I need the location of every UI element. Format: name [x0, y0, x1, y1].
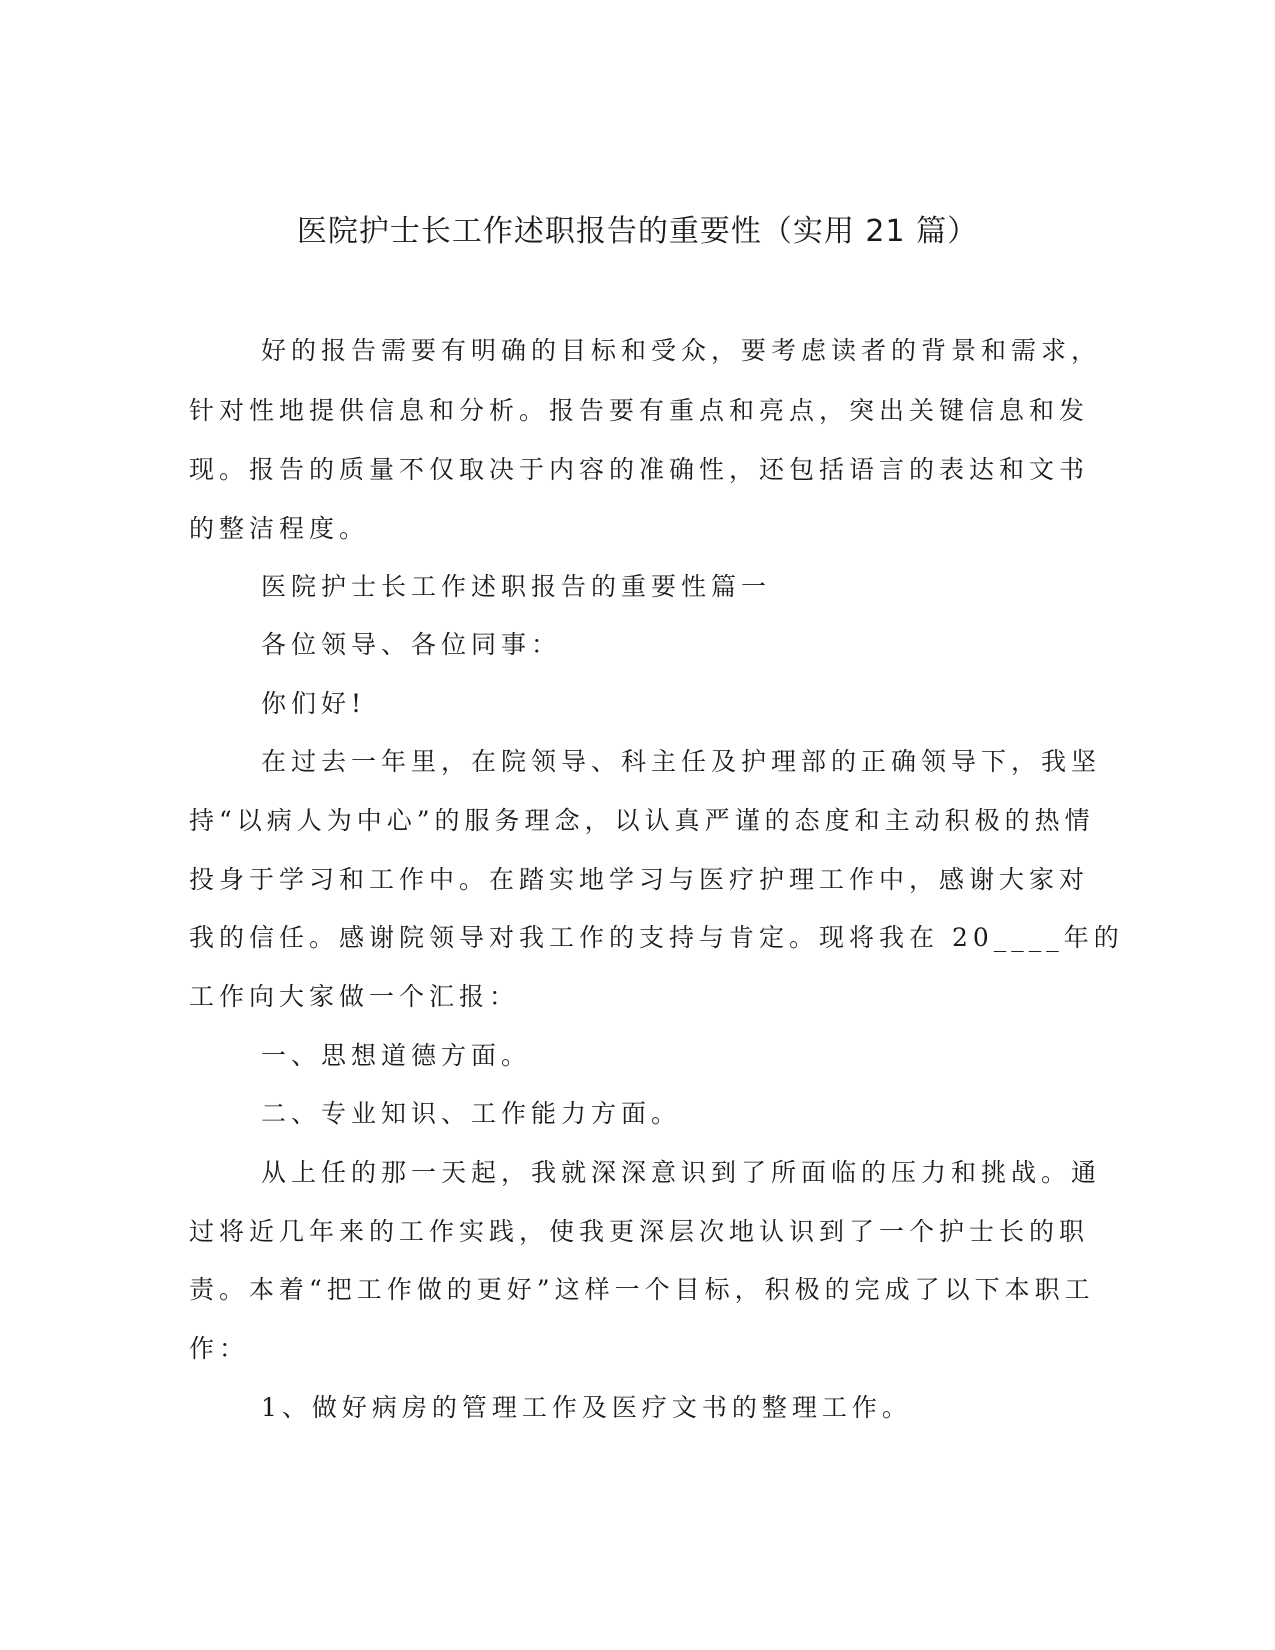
document-title: 医院护士长工作述职报告的重要性（实用 21 篇）: [296, 214, 979, 249]
paragraph-line: 从上任的那一天起，我就深深意识到了所面临的压力和挑战。通: [261, 1158, 1102, 1187]
paragraph-line: 针对性地提供信息和分析。报告要有重点和亮点，突出关键信息和发: [189, 396, 1090, 425]
paragraph-line: 我的信任。感谢院领导对我工作的支持与肯定。现将我在 20____年的: [189, 923, 1124, 952]
paragraph-line: 现。报告的质量不仅取决于内容的准确性，还包括语言的表达和文书: [189, 455, 1090, 484]
list-heading: 二、专业知识、工作能力方面。: [261, 1099, 682, 1128]
paragraph-line: 的整洁程度。: [189, 514, 370, 543]
paragraph-line: 责。本着“把工作做的更好”这样一个目标，积极的完成了以下本职工: [189, 1275, 1095, 1304]
list-item: 1、做好病房的管理工作及医疗文书的整理工作。: [261, 1393, 912, 1422]
paragraph-line: 作：: [189, 1334, 250, 1363]
paragraph-line: 工作向大家做一个汇报：: [189, 982, 520, 1011]
section-heading: 医院护士长工作述职报告的重要性篇一: [261, 572, 772, 601]
paragraph-line: 持“以病人为中心”的服务理念，以认真严谨的态度和主动积极的热情: [189, 806, 1095, 835]
salutation: 各位领导、各位同事：: [261, 630, 562, 659]
paragraph-line: 在过去一年里，在院领导、科主任及护理部的正确领导下，我坚: [261, 747, 1102, 776]
paragraph-line: 投身于学习和工作中。在踏实地学习与医疗护理工作中，感谢大家对: [189, 865, 1090, 894]
paragraph-line: 好的报告需要有明确的目标和受众，要考虑读者的背景和需求，: [261, 336, 1102, 365]
greeting: 你们好!: [261, 689, 367, 718]
list-heading: 一、思想道德方面。: [261, 1041, 532, 1070]
paragraph-line: 过将近几年来的工作实践，使我更深层次地认识到了一个护士长的职: [189, 1217, 1090, 1246]
